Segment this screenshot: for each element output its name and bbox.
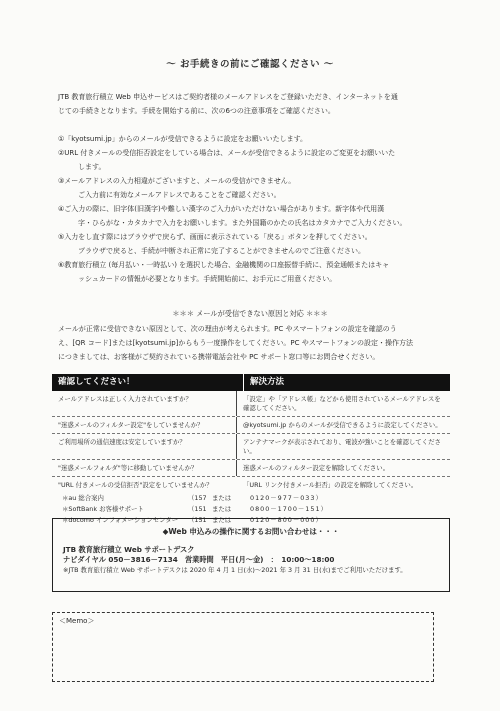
intro-text bbox=[58, 90, 450, 118]
carrier-short: （151 bbox=[188, 516, 207, 524]
check-cell: "URL 付きメールの受信拒否"設定をしていませんか？ bbox=[58, 481, 213, 489]
notice-item: 字・ひらがな・カタカナで入力をお願いします。また外国籍のかたの氏名はカタカナでご入力ください。 bbox=[78, 219, 407, 227]
intro-line: JTB 教育旅行積立 Web 申込サービスはご契約者様のメールアドレスをご登録いただき、インターネットを通 bbox=[58, 93, 398, 101]
carrier-or: または bbox=[212, 516, 232, 524]
carrier-or: または bbox=[212, 505, 232, 513]
table-row bbox=[52, 460, 450, 477]
table-header bbox=[52, 374, 450, 391]
notice-item: ③メールアドレスの入力相違がございますと、メールの受信ができません。 bbox=[58, 177, 296, 185]
memo-label: ＜Memo＞ bbox=[59, 617, 95, 625]
carrier-tel: 0120－800－000） bbox=[250, 516, 323, 524]
notice-item: ④ご入力の際に、旧字体(旧漢字)や難しい漢字のご入力がいただけない場合があります。新字体や代用漢 bbox=[58, 205, 385, 213]
carrier-short: （157 bbox=[188, 494, 207, 502]
notice-item: します。 bbox=[78, 163, 106, 171]
fix-cell: 迷惑メールのフィルター設定を解除してください。 bbox=[243, 464, 390, 472]
support-desk-note: ※JTB 教育旅行積立 Web サポートデスクは 2020 年 4 月 1 日(水)～2021 年 3 月 31 日(水)までご利用いただけます。 bbox=[63, 566, 407, 574]
table-row bbox=[52, 434, 450, 460]
carrier-or: または bbox=[212, 494, 232, 502]
check-cell: メールアドレスは正しく入力されていますか？ bbox=[52, 391, 237, 416]
notice-item: ⑤入力をし直す際にはブラウザで戻らず、画面に表示されている「戻る」ボタンを押してください。 bbox=[58, 233, 372, 241]
fix-cell: 「URL リンク付きメール拒否」の設定を解除してください。 bbox=[243, 481, 418, 489]
fix-cell: @kyotsumi.jp からのメールが受信できるように設定してください。 bbox=[243, 421, 442, 429]
notice-item: ②URL 付きメールの受信拒否設定をしている場合は、メールが受信できるように設定のご変更をお願いいた bbox=[58, 149, 396, 157]
carrier-short: （151 bbox=[188, 505, 207, 513]
contact-box bbox=[52, 518, 450, 592]
page-title: ～ お手続きの前にご確認ください ～ bbox=[166, 59, 334, 70]
intro-line: じての手続きとなります。手続を開始する前に、次の6つの注意事項をご確認ください。 bbox=[58, 107, 335, 115]
support-desk-name: JTB 教育旅行積立 Web サポートデスク bbox=[63, 545, 195, 554]
memo-box bbox=[52, 612, 434, 682]
notice-item: ブラウザで戻ると、手続が中断され正常に完了することができませんのでご注意ください。 bbox=[78, 247, 365, 255]
fix-cell: アンテナマークが表示されており、電波が強いことを確認してください。 bbox=[243, 438, 441, 455]
notice-item: ⑥教育旅行積立 (毎月払い・一時払い) を選択した場合、金融機関の口座振替手続に、預金通帳またはキャ bbox=[58, 261, 390, 269]
support-desk-phone: ナビダイヤル 050－3816－7134 営業時間 平日(月～金) ： 10:00～18:00 bbox=[63, 555, 335, 564]
carrier-tel: 0120－977－033） bbox=[250, 494, 323, 502]
reason-text bbox=[58, 322, 450, 364]
check-cell: ご利用場所の通信速度は安定していますか？ bbox=[52, 434, 237, 459]
troubleshoot-table bbox=[52, 374, 450, 526]
carrier-name: ＊docomo インフォメーションセンター bbox=[62, 516, 179, 524]
notice-item: ご入力前に有効なメールアドレスであることをご確認ください。 bbox=[78, 191, 281, 199]
table-row bbox=[52, 391, 450, 417]
contact-body bbox=[63, 545, 407, 575]
reason-line: え、[QR コード]または[kyotsumi.jp]からもう一度操作をしてください。PC やスマートフォンの設定・操作方法 bbox=[58, 339, 414, 347]
check-cell: "迷惑メールフォルダ"等に移動していませんか？ bbox=[52, 460, 237, 476]
table-row bbox=[52, 417, 450, 434]
reason-line: メールが正常に受信できない原因として、次の理由が考えられます。PC やスマートフォンの設定を確認のう bbox=[58, 325, 397, 333]
notice-item: ①「kyotsumi.jp」からのメールが受信できるように設定をお願いいたします。 bbox=[58, 135, 308, 143]
check-cell: "迷惑メールのフィルター設定"をしていませんか？ bbox=[52, 417, 237, 433]
reason-line: につきましては、お客様がご契約されている携帯電話会社や PC サポート窓口等にお問合せください。 bbox=[58, 353, 380, 361]
header-check: 確認してください！ bbox=[52, 374, 244, 391]
contact-heading: ◆Web 申込みの操作に関するお問い合わせは・・・ bbox=[162, 527, 340, 536]
fix-cell: 「設定」や「アドレス帳」などから使用されているメールアドレスを確認してください。 bbox=[243, 395, 441, 412]
carrier-name: ＊au 総合案内 bbox=[62, 494, 104, 502]
carrier-row bbox=[52, 504, 450, 515]
reason-title: ＊＊＊ メールが受信できない原因と対応 ＊＊＊ bbox=[172, 309, 328, 318]
notice-item: ッシュカードの情報が必要となります。手続開始前に、お手元にご用意ください。 bbox=[78, 275, 337, 283]
carrier-row bbox=[52, 493, 450, 504]
notice-list bbox=[58, 132, 450, 286]
header-fix: 解決方法 bbox=[250, 377, 285, 387]
table-row bbox=[52, 477, 450, 493]
carrier-name: ＊SoftBank お客様サポート bbox=[62, 505, 144, 513]
carrier-tel: 0800－1700－151） bbox=[250, 505, 328, 513]
